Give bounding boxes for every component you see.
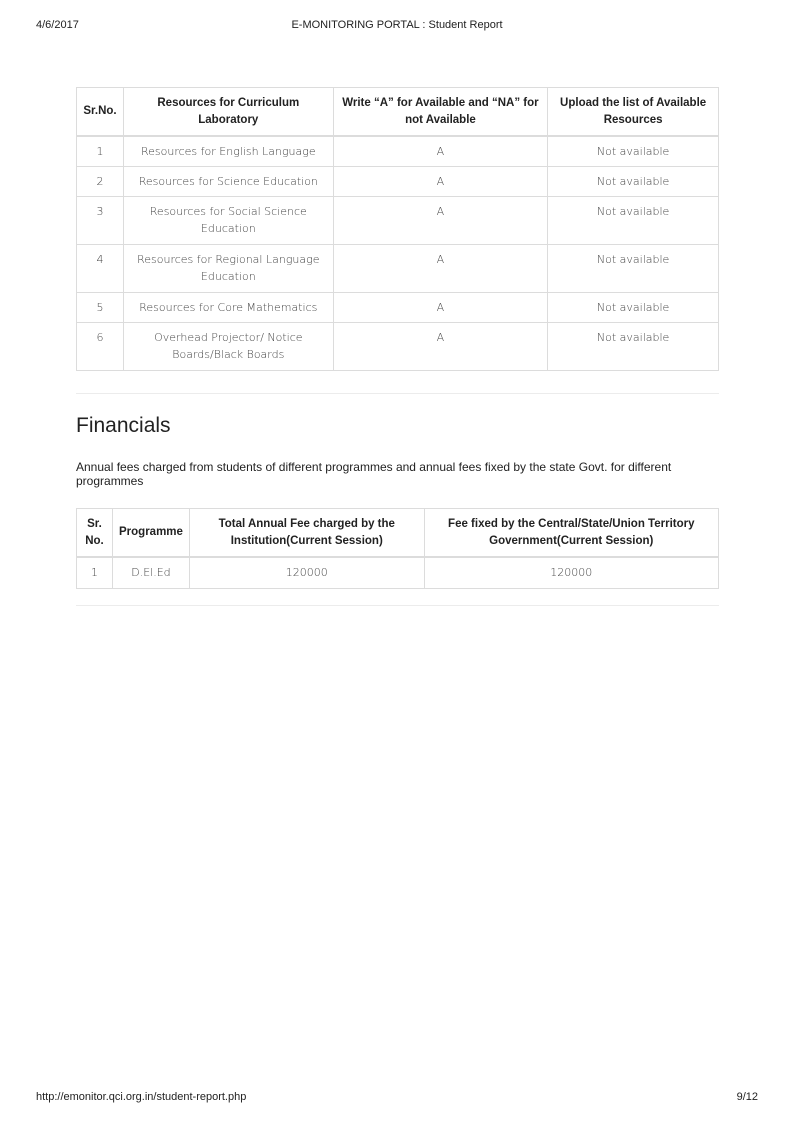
header-availability: Write “A” for Available and “NA” for not Available <box>333 88 548 137</box>
print-date: 4/6/2017 <box>36 19 79 31</box>
cell-sr-no: 1 <box>77 136 124 167</box>
financials-fee-table <box>76 508 719 589</box>
table-row <box>77 197 719 245</box>
print-page-number: 9/12 <box>736 1091 758 1103</box>
section-title-financials: Financials <box>76 414 171 437</box>
cell-sr-no: 4 <box>77 245 124 293</box>
header-sr-no: Sr.No. <box>77 88 124 137</box>
cell-resource-list: Not available <box>548 245 719 293</box>
header-institution-fee: Total Annual Fee charged by the Institution(Current Session) <box>189 509 424 558</box>
cell-sr-no: 2 <box>77 167 124 197</box>
cell-sr-no: 3 <box>77 197 124 245</box>
section-description: Annual fees charged from students of different programmes and annual fees fixed by the state Govt. for different programmes <box>76 460 672 488</box>
section-divider <box>76 605 719 606</box>
cell-resource-name: Resources for Science Education <box>123 167 333 197</box>
cell-sr-no: 6 <box>77 323 124 371</box>
print-url: http://emonitor.qci.org.in/student-report.php <box>36 1091 247 1103</box>
cell-resource-list: Not available <box>548 293 719 323</box>
cell-availability: A <box>333 245 548 293</box>
table-row <box>77 136 719 167</box>
cell-programme: D.El.Ed <box>112 557 189 589</box>
table-row <box>77 167 719 197</box>
cell-resource-list: Not available <box>548 197 719 245</box>
cell-resource-name: Resources for Regional Language Education <box>123 245 333 293</box>
header-resource-name: Resources for Curriculum Laboratory <box>123 88 333 137</box>
header-programme: Programme <box>112 509 189 558</box>
header-government-fee: Fee fixed by the Central/State/Union Territory Government(Current Session) <box>424 509 718 558</box>
cell-government-fee: 120000 <box>424 557 718 589</box>
cell-resource-name: Overhead Projector/ Notice Boards/Black Boards <box>123 323 333 371</box>
table-row <box>77 245 719 293</box>
cell-sr-no: 5 <box>77 293 124 323</box>
print-page-title: E-MONITORING PORTAL : Student Report <box>291 19 503 31</box>
header-resource-list: Upload the list of Available Resources <box>548 88 719 137</box>
header-sr-no: Sr. No. <box>77 509 113 558</box>
cell-availability: A <box>333 323 548 371</box>
cell-resource-list: Not available <box>548 323 719 371</box>
curriculum-resources-table <box>76 87 719 371</box>
table-header-row <box>77 509 719 558</box>
cell-resource-list: Not available <box>548 167 719 197</box>
cell-resource-name: Resources for English Language <box>123 136 333 167</box>
table-row <box>77 323 719 371</box>
table-row <box>77 557 719 589</box>
cell-availability: A <box>333 136 548 167</box>
cell-institution-fee: 120000 <box>189 557 424 589</box>
cell-resource-list: Not available <box>548 136 719 167</box>
cell-sr-no: 1 <box>77 557 113 589</box>
cell-availability: A <box>333 197 548 245</box>
cell-availability: A <box>333 167 548 197</box>
cell-resource-name: Resources for Core Mathematics <box>123 293 333 323</box>
cell-resource-name: Resources for Social Science Education <box>123 197 333 245</box>
table-header-row <box>77 88 719 137</box>
section-divider <box>76 393 719 394</box>
cell-availability: A <box>333 293 548 323</box>
table-row <box>77 293 719 323</box>
